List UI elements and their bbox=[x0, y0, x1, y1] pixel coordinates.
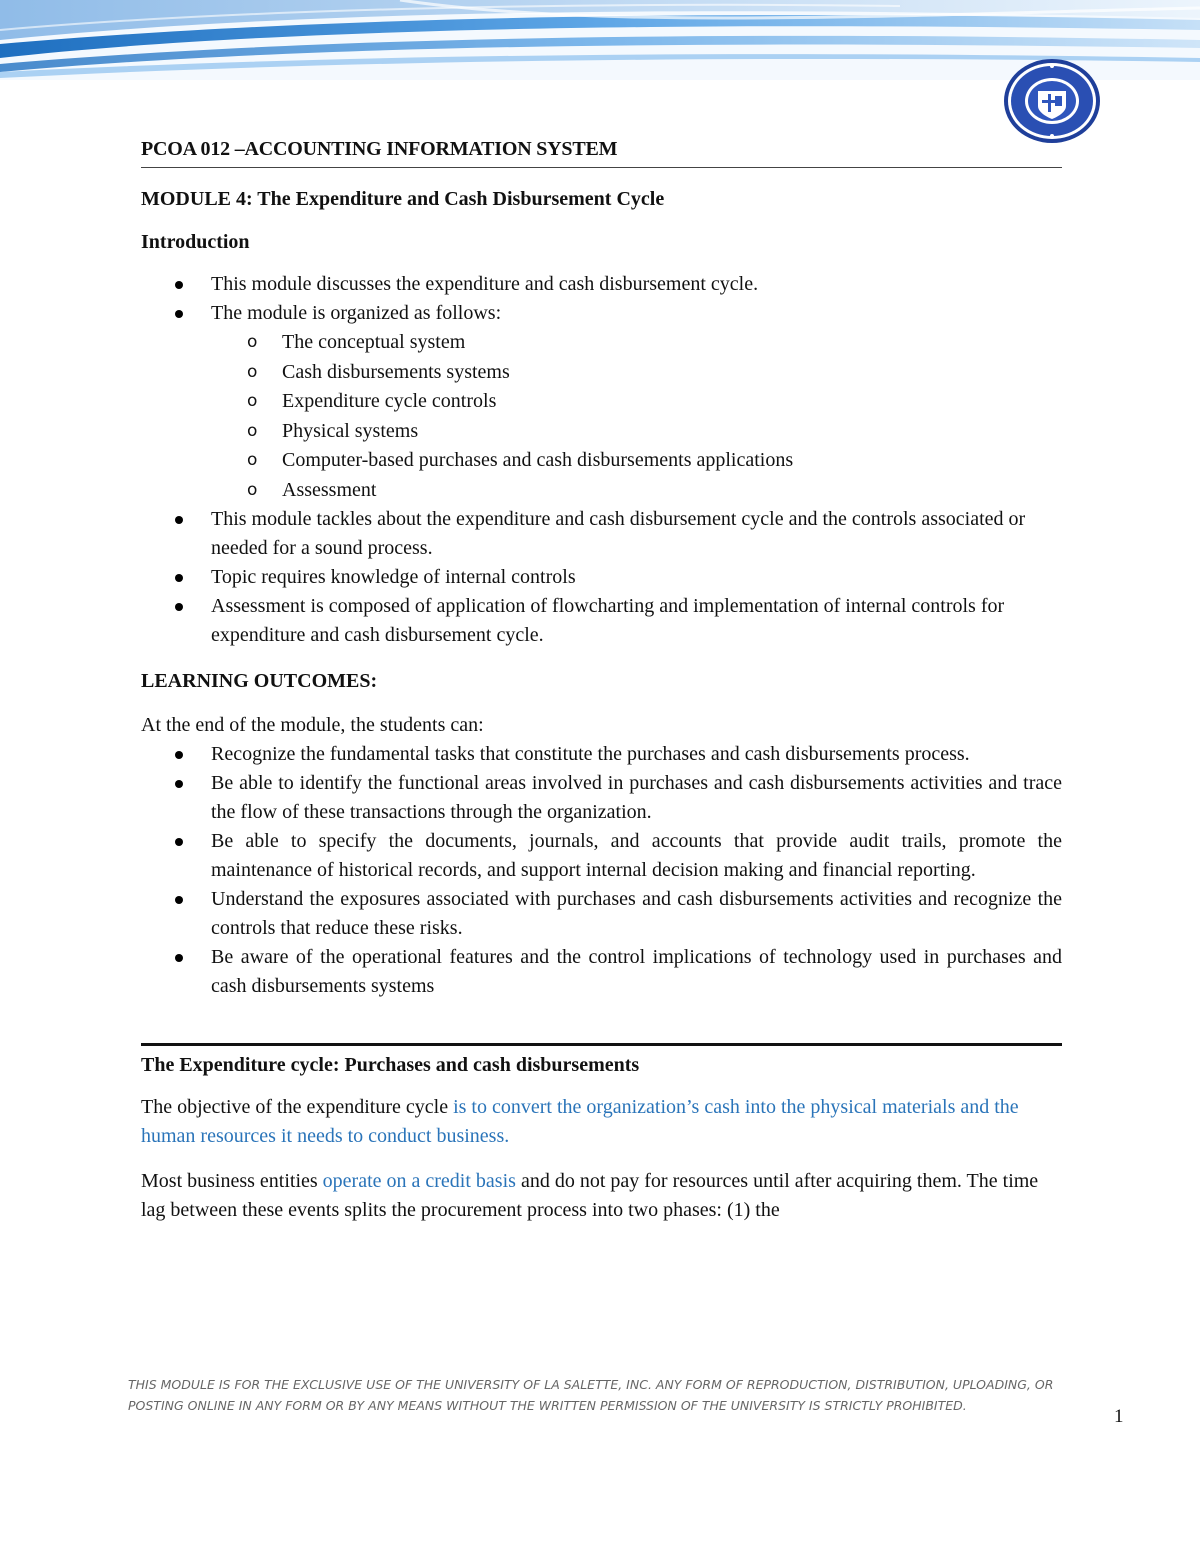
university-seal-logo bbox=[1000, 56, 1104, 146]
introduction-list-continued bbox=[141, 505, 1062, 650]
expenditure-cycle-heading: The Expenditure cycle: Purchases and cash disbursements bbox=[141, 1054, 640, 1076]
list-item: Recognize the fundamental tasks that constitute the purchases and cash disbursements process. bbox=[141, 740, 1062, 769]
paragraph-text: and do not pay for resources until after acquiring them. The time lag between these events splits the procurement process into two phases: (1) the bbox=[141, 1170, 1039, 1221]
sub-list-item: o Computer-based purchases and cash disbursements applications bbox=[211, 446, 1062, 476]
sub-list-item: o Physical systems bbox=[211, 417, 1062, 447]
sub-list-item: o Cash disbursements systems bbox=[211, 358, 1062, 388]
section-divider bbox=[141, 1043, 1062, 1046]
list-item: This module tackles about the expenditure and cash disbursement cycle and the controls associated or needed for a sound process. bbox=[141, 505, 1062, 563]
introduction-list bbox=[141, 270, 1062, 328]
sub-list-item: o Assessment bbox=[211, 476, 1062, 506]
course-title: PCOA 012 –ACCOUNTING INFORMATION SYSTEM bbox=[141, 138, 1062, 168]
highlighted-text: operate on a credit basis bbox=[322, 1170, 516, 1192]
sub-list-item: o The conceptual system bbox=[211, 328, 1062, 358]
introduction-heading: Introduction bbox=[141, 231, 250, 253]
list-item-text: The module is organized as follows: bbox=[211, 302, 502, 324]
list-item: Assessment is composed of application of flowcharting and implementation of internal controls for expenditure and cash disbursement cycle. bbox=[141, 592, 1062, 650]
document-body bbox=[141, 138, 1062, 1225]
learning-outcomes-lead: At the end of the module, the students can: bbox=[141, 714, 484, 736]
module-organization-sublist bbox=[141, 328, 1062, 505]
list-item: Be able to identify the functional areas involved in purchases and cash disbursements activities and trace the flow of these transactions through the organization. bbox=[141, 769, 1062, 827]
list-item: Be able to specify the documents, journals, and accounts that provide audit trails, promote the maintenance of historical records, and support internal decision making and financial reporting. bbox=[141, 827, 1062, 885]
paragraph-text: Most business entities bbox=[141, 1170, 323, 1192]
paragraph-text: The objective of the expenditure cycle bbox=[141, 1096, 454, 1118]
learning-outcomes-list bbox=[141, 740, 1062, 1001]
learning-outcomes-heading: LEARNING OUTCOMES: bbox=[141, 670, 378, 692]
list-item: This module discusses the expenditure and cash disbursement cycle. bbox=[141, 270, 1062, 299]
credit-basis-paragraph bbox=[141, 1167, 1062, 1225]
expenditure-objective-paragraph bbox=[141, 1093, 1062, 1151]
list-item: Topic requires knowledge of internal controls bbox=[141, 563, 1062, 592]
highlighted-text: is to convert the organization’s cash into the physical materials and the human resources it needs to conduct business. bbox=[141, 1096, 1019, 1147]
list-item: Understand the exposures associated with purchases and cash disbursements activities and recognize the controls that reduce these risks. bbox=[141, 885, 1062, 943]
copyright-notice: THIS MODULE IS FOR THE EXCLUSIVE USE OF THE UNIVERSITY OF LA SALETTE, INC. ANY FORM OF REPRODUCTION, DISTRIBUTION, UPLOADING, OR POSTING ONLINE IN ANY FORM OR BY ANY MEANS WITHOUT THE WRITTEN PERMISSION OF THE UNIVERSITY IS STRICTLY PROHIBITED. bbox=[128, 1377, 1054, 1413]
sub-list-item: o Expenditure cycle controls bbox=[211, 387, 1062, 417]
page-number: 1 bbox=[1114, 1406, 1124, 1427]
module-title: MODULE 4: The Expenditure and Cash Disbursement Cycle bbox=[141, 188, 665, 210]
list-item bbox=[141, 299, 1062, 328]
list-item: Be aware of the operational features and the control implications of technology used in purchases and cash disbursements systems bbox=[141, 943, 1062, 1001]
